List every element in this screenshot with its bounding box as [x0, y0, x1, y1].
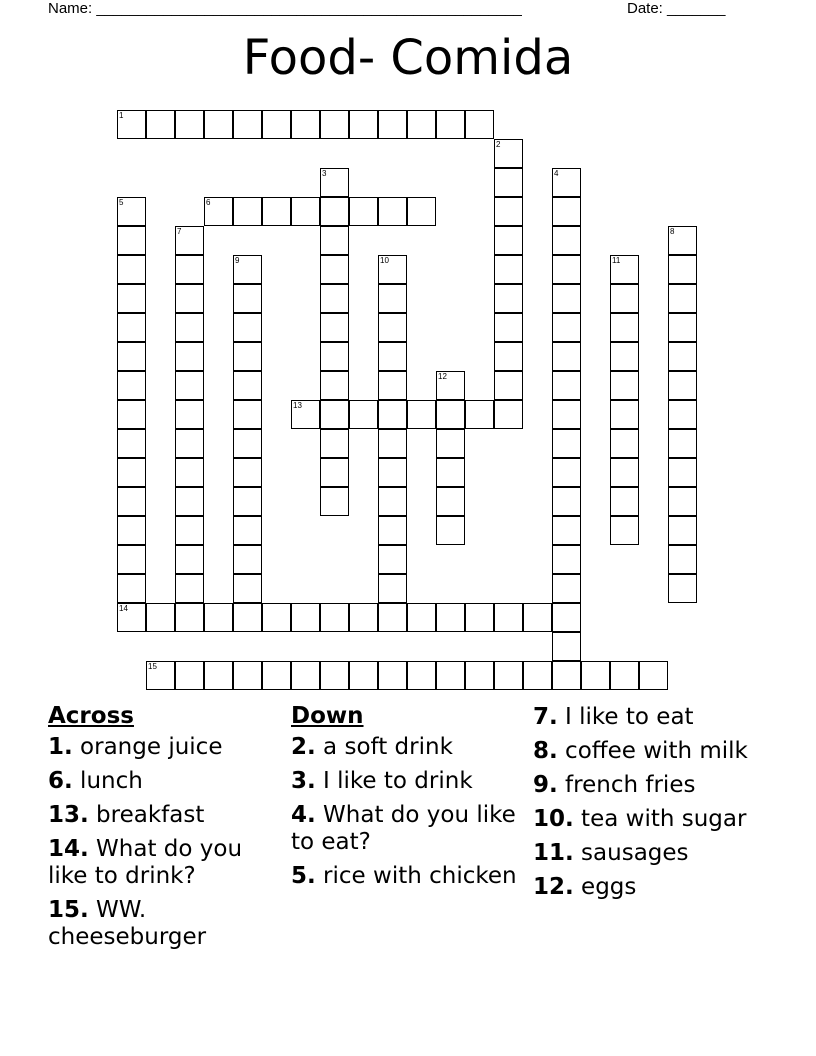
clue-number: 11 — [612, 256, 621, 265]
grid-cell[interactable] — [175, 516, 204, 545]
grid-cell[interactable] — [552, 400, 581, 429]
grid-cell[interactable] — [233, 516, 262, 545]
name-field-label: Name: ___________________________________________________ — [48, 0, 522, 17]
grid-cell[interactable] — [175, 458, 204, 487]
clue-item-text: WW. cheeseburger — [48, 897, 207, 950]
clue-item-text: What do you like to drink? — [48, 836, 243, 889]
grid-cell[interactable] — [494, 603, 523, 632]
clue-item — [48, 897, 288, 951]
grid-cell[interactable] — [639, 661, 668, 690]
clue-item-text: sausages — [573, 840, 689, 866]
grid-cell[interactable] — [175, 429, 204, 458]
clue-item — [48, 768, 288, 795]
grid-cell[interactable] — [117, 458, 146, 487]
grid-cell[interactable] — [378, 661, 407, 690]
grid-cell[interactable] — [320, 371, 349, 400]
clue-item-number: 4. — [291, 802, 316, 828]
clue-item-number: 15. — [48, 897, 89, 923]
clue-item-number: 10. — [533, 806, 574, 832]
clue-item-number: 5. — [291, 863, 316, 889]
grid-cell[interactable] — [349, 197, 378, 226]
clue-item-number: 13. — [48, 802, 89, 828]
grid-cell[interactable] — [407, 197, 436, 226]
grid-cell[interactable] — [494, 371, 523, 400]
page-title: Food- Comida — [242, 30, 574, 86]
grid-cell[interactable] — [320, 661, 349, 690]
clue-item-number: 3. — [291, 768, 316, 794]
grid-cell[interactable] — [610, 487, 639, 516]
grid-cell[interactable] — [581, 661, 610, 690]
grid-cell[interactable] — [552, 487, 581, 516]
grid-cell[interactable] — [465, 661, 494, 690]
grid-cell[interactable] — [117, 371, 146, 400]
grid-cell[interactable] — [552, 603, 581, 632]
grid-cell[interactable] — [610, 516, 639, 545]
clue-number: 4 — [554, 169, 559, 178]
clue-number: 8 — [670, 227, 675, 236]
grid-cell[interactable] — [233, 429, 262, 458]
grid-cell[interactable] — [436, 110, 465, 139]
grid-cell[interactable] — [378, 603, 407, 632]
grid-cell[interactable] — [552, 574, 581, 603]
grid-cell[interactable] — [407, 661, 436, 690]
grid-cell[interactable] — [117, 516, 146, 545]
grid-cell[interactable] — [291, 603, 320, 632]
grid-cell[interactable] — [494, 197, 523, 226]
clue-number: 5 — [119, 198, 124, 207]
clue-number: 3 — [322, 169, 327, 178]
grid-cell[interactable] — [552, 632, 581, 661]
grid-cell[interactable] — [436, 487, 465, 516]
grid-cell[interactable] — [175, 342, 204, 371]
grid-cell[interactable] — [233, 371, 262, 400]
grid-cell[interactable] — [117, 255, 146, 284]
grid-cell[interactable] — [378, 516, 407, 545]
grid-cell[interactable] — [436, 429, 465, 458]
grid-cell[interactable] — [204, 603, 233, 632]
grid-cell[interactable] — [262, 661, 291, 690]
grid-cell[interactable] — [378, 574, 407, 603]
grid-cell[interactable] — [610, 661, 639, 690]
grid-cell[interactable] — [668, 487, 697, 516]
clue-item — [291, 863, 531, 890]
grid-cell[interactable] — [668, 313, 697, 342]
grid-cell[interactable] — [378, 487, 407, 516]
grid-cell[interactable] — [552, 429, 581, 458]
grid-cell[interactable] — [378, 313, 407, 342]
grid-cell[interactable] — [378, 342, 407, 371]
grid-cell[interactable] — [465, 110, 494, 139]
grid-cell[interactable] — [436, 603, 465, 632]
grid-cell[interactable] — [407, 400, 436, 429]
clue-number: 9 — [235, 256, 240, 265]
clue-item-number: 6. — [48, 768, 73, 794]
across-clues — [48, 702, 288, 958]
clue-number: 14 — [119, 604, 128, 613]
clue-number: 12 — [438, 372, 447, 381]
clue-item — [533, 840, 773, 867]
grid-cell[interactable] — [146, 603, 175, 632]
clue-item — [533, 704, 773, 731]
grid-cell[interactable] — [436, 516, 465, 545]
grid-cell[interactable] — [175, 661, 204, 690]
grid-cell[interactable] — [668, 400, 697, 429]
grid-cell[interactable] — [668, 545, 697, 574]
clue-item-text: a soft drink — [315, 734, 453, 760]
grid-cell[interactable] — [378, 400, 407, 429]
grid-cell[interactable] — [668, 574, 697, 603]
grid-cell[interactable] — [610, 313, 639, 342]
grid-cell[interactable] — [668, 371, 697, 400]
grid-cell[interactable] — [175, 400, 204, 429]
down-clues-continued — [533, 704, 773, 908]
grid-cell[interactable] — [436, 400, 465, 429]
grid-cell[interactable] — [117, 429, 146, 458]
grid-cell[interactable] — [523, 661, 552, 690]
grid-cell[interactable] — [668, 255, 697, 284]
grid-cell[interactable] — [552, 545, 581, 574]
grid-cell[interactable] — [668, 429, 697, 458]
grid-cell[interactable] — [552, 313, 581, 342]
grid-cell[interactable] — [233, 197, 262, 226]
grid-cell[interactable] — [320, 313, 349, 342]
clue-item-text: I like to eat — [557, 704, 694, 730]
grid-cell[interactable] — [175, 371, 204, 400]
grid-cell[interactable] — [291, 661, 320, 690]
grid-cell[interactable] — [320, 110, 349, 139]
grid-cell[interactable] — [117, 545, 146, 574]
grid-cell[interactable] — [349, 110, 378, 139]
grid-cell[interactable] — [175, 313, 204, 342]
grid-cell[interactable] — [320, 429, 349, 458]
grid-cell[interactable] — [117, 342, 146, 371]
grid-cell[interactable] — [610, 371, 639, 400]
clue-number: 15 — [148, 662, 157, 671]
clue-item — [291, 768, 531, 795]
grid-cell[interactable] — [349, 400, 378, 429]
clue-item-text: tea with sugar — [573, 806, 747, 832]
grid-cell[interactable] — [378, 197, 407, 226]
grid-cell[interactable] — [494, 313, 523, 342]
grid-cell[interactable] — [552, 284, 581, 313]
grid-cell[interactable] — [320, 226, 349, 255]
grid-cell[interactable] — [378, 284, 407, 313]
grid-cell[interactable] — [175, 574, 204, 603]
clue-item-text: breakfast — [88, 802, 205, 828]
clue-item-text: orange juice — [72, 734, 223, 760]
clue-item-text: rice with chicken — [315, 863, 517, 889]
grid-cell[interactable] — [320, 284, 349, 313]
clue-item-number: 2. — [291, 734, 316, 760]
grid-cell[interactable] — [233, 284, 262, 313]
grid-cell[interactable] — [117, 400, 146, 429]
down-clues — [291, 702, 531, 897]
clue-item-number: 12. — [533, 874, 574, 900]
grid-cell[interactable] — [233, 603, 262, 632]
across-heading: Across — [48, 703, 134, 729]
clue-number: 13 — [293, 401, 302, 410]
grid-cell[interactable] — [494, 226, 523, 255]
grid-cell[interactable] — [610, 458, 639, 487]
grid-cell[interactable] — [320, 400, 349, 429]
grid-cell[interactable] — [378, 429, 407, 458]
grid-cell[interactable] — [494, 255, 523, 284]
grid-cell[interactable] — [262, 197, 291, 226]
grid-cell[interactable] — [320, 342, 349, 371]
grid-cell[interactable] — [175, 603, 204, 632]
clue-item-number: 14. — [48, 836, 89, 862]
grid-cell[interactable] — [523, 603, 552, 632]
grid-cell[interactable] — [204, 661, 233, 690]
clue-number: 7 — [177, 227, 182, 236]
grid-cell[interactable] — [668, 458, 697, 487]
clue-item-number: 7. — [533, 704, 558, 730]
grid-cell[interactable] — [552, 197, 581, 226]
grid-cell[interactable] — [378, 110, 407, 139]
clue-item — [291, 734, 531, 761]
grid-cell[interactable] — [291, 197, 320, 226]
grid-cell[interactable] — [320, 603, 349, 632]
clue-item — [48, 802, 288, 829]
grid-cell[interactable] — [175, 487, 204, 516]
grid-cell[interactable] — [552, 516, 581, 545]
grid-cell[interactable] — [320, 255, 349, 284]
grid-cell[interactable] — [117, 574, 146, 603]
grid-cell[interactable] — [233, 545, 262, 574]
grid-cell[interactable] — [349, 603, 378, 632]
grid-cell[interactable] — [552, 371, 581, 400]
grid-cell[interactable] — [175, 284, 204, 313]
clue-item — [533, 874, 773, 901]
clue-item-number: 11. — [533, 840, 574, 866]
grid-cell[interactable] — [233, 458, 262, 487]
clue-item — [48, 836, 288, 890]
grid-cell[interactable] — [291, 110, 320, 139]
grid-cell[interactable] — [610, 429, 639, 458]
grid-cell[interactable] — [117, 226, 146, 255]
clue-item — [291, 802, 531, 856]
grid-cell[interactable] — [349, 661, 378, 690]
grid-cell[interactable] — [378, 458, 407, 487]
clue-item-text: coffee with milk — [557, 738, 748, 764]
grid-cell[interactable] — [407, 110, 436, 139]
clue-item-text: eggs — [573, 874, 637, 900]
grid-cell[interactable] — [233, 313, 262, 342]
clue-item-number: 9. — [533, 772, 558, 798]
grid-cell[interactable] — [175, 110, 204, 139]
clue-item-text: french fries — [557, 772, 696, 798]
clue-item — [533, 772, 773, 799]
grid-cell[interactable] — [552, 342, 581, 371]
grid-cell[interactable] — [494, 342, 523, 371]
grid-cell[interactable] — [320, 487, 349, 516]
clue-item-text: What do you like to eat? — [291, 802, 516, 855]
grid-cell[interactable] — [465, 603, 494, 632]
clue-number: 10 — [380, 256, 389, 265]
grid-cell[interactable] — [668, 284, 697, 313]
clue-item — [533, 738, 773, 765]
grid-cell[interactable] — [233, 342, 262, 371]
grid-cell[interactable] — [262, 603, 291, 632]
grid-cell[interactable] — [494, 284, 523, 313]
clue-item — [533, 806, 773, 833]
grid-cell[interactable] — [233, 661, 262, 690]
grid-cell[interactable] — [552, 661, 581, 690]
grid-cell[interactable] — [552, 226, 581, 255]
grid-cell[interactable] — [117, 313, 146, 342]
grid-cell[interactable] — [262, 110, 291, 139]
grid-cell[interactable] — [378, 371, 407, 400]
clue-item-number: 8. — [533, 738, 558, 764]
grid-cell[interactable] — [436, 458, 465, 487]
clue-item-text: lunch — [72, 768, 143, 794]
grid-cell[interactable] — [320, 458, 349, 487]
date-field-label: Date: _______ — [627, 0, 726, 17]
grid-cell[interactable] — [610, 284, 639, 313]
grid-cell[interactable] — [233, 487, 262, 516]
clue-number: 6 — [206, 198, 211, 207]
grid-cell[interactable] — [668, 516, 697, 545]
grid-cell[interactable] — [436, 661, 465, 690]
grid-cell[interactable] — [320, 197, 349, 226]
grid-cell[interactable] — [494, 168, 523, 197]
grid-cell[interactable] — [668, 342, 697, 371]
grid-cell[interactable] — [494, 661, 523, 690]
grid-cell[interactable] — [494, 400, 523, 429]
grid-cell[interactable] — [233, 574, 262, 603]
grid-cell[interactable] — [552, 458, 581, 487]
clue-item-number: 1. — [48, 734, 73, 760]
grid-cell[interactable] — [610, 400, 639, 429]
clue-number: 2 — [496, 140, 501, 149]
grid-cell[interactable] — [204, 110, 233, 139]
clue-number: 1 — [119, 111, 124, 120]
grid-cell[interactable] — [175, 545, 204, 574]
grid-cell[interactable] — [175, 255, 204, 284]
grid-cell[interactable] — [465, 400, 494, 429]
grid-cell[interactable] — [233, 400, 262, 429]
grid-cell[interactable] — [407, 603, 436, 632]
grid-cell[interactable] — [552, 255, 581, 284]
grid-cell[interactable] — [146, 110, 175, 139]
clue-item — [48, 734, 288, 761]
grid-cell[interactable] — [233, 110, 262, 139]
grid-cell[interactable] — [378, 545, 407, 574]
down-heading: Down — [291, 703, 364, 729]
clue-item-text: I like to drink — [315, 768, 473, 794]
grid-cell[interactable] — [117, 487, 146, 516]
grid-cell[interactable] — [117, 284, 146, 313]
grid-cell[interactable] — [610, 342, 639, 371]
